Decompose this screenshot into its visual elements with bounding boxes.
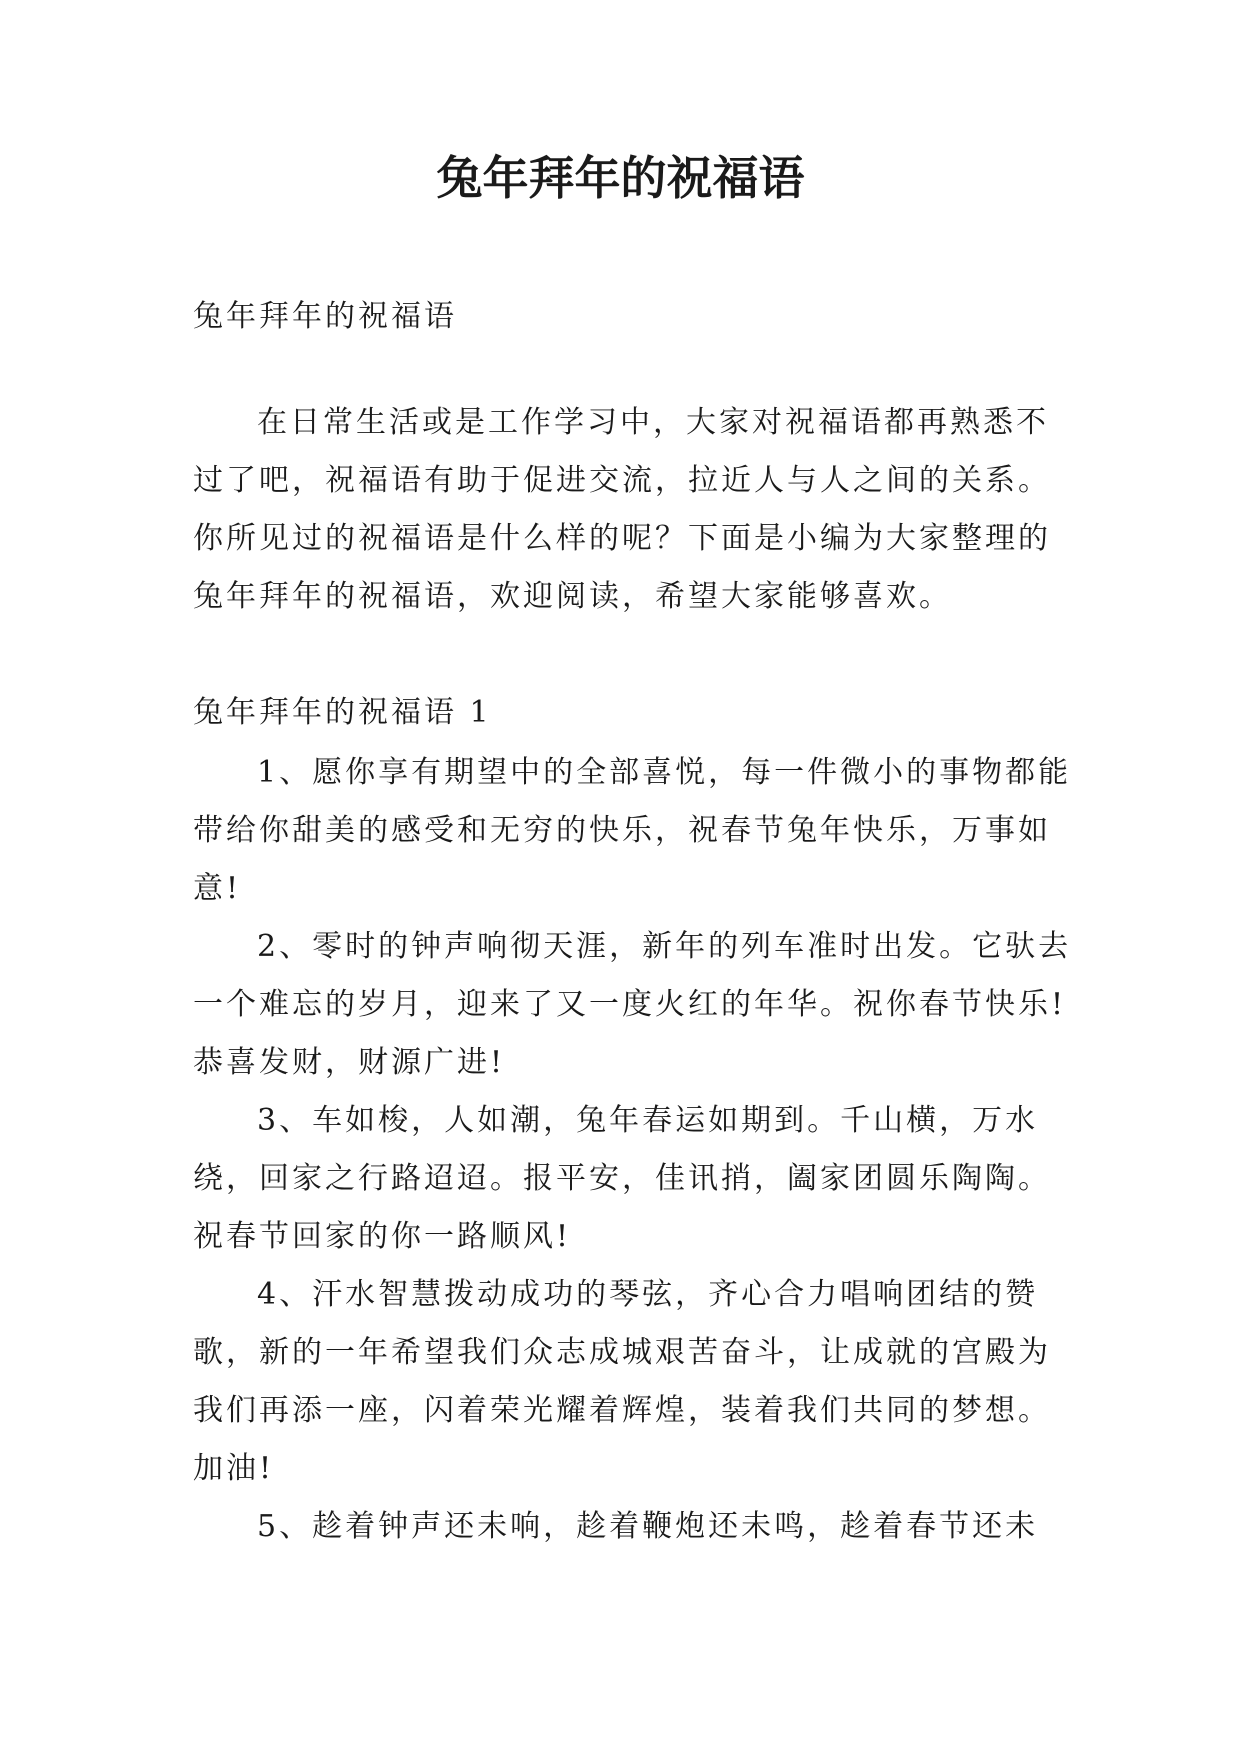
document-subtitle: 兔年拜年的祝福语 <box>193 299 457 334</box>
document-body <box>193 288 1073 1556</box>
document-title: 兔年拜年的祝福语 <box>436 151 805 205</box>
greeting-item: 4、汗水智慧拨动成功的琴弦，齐心合力唱响团结的赞歌，新的一年希望我们众志成城艰苦奋斗，让成就的宫殿为我们再添一座，闪着荣光耀着辉煌，装着我们共同的梦想。加油! <box>193 1277 1051 1486</box>
intro-paragraph: 在日常生活或是工作学习中，大家对祝福语都再熟悉不过了吧，祝福语有助于促进交流，拉近人与人之间的关系。你所见过的祝福语是什么样的呢？下面是小编为大家整理的兔年拜年的祝福语，欢迎阅读，希望大家能够喜欢。 <box>193 405 1051 614</box>
greeting-item: 3、车如梭，人如潮，兔年春运如期到。千山横，万水绕，回家之行路迢迢。报平安，佳讯捎，阖家团圆乐陶陶。祝春节回家的你一路顺风! <box>193 1103 1051 1254</box>
section-heading: 兔年拜年的祝福语 1 <box>193 695 492 730</box>
greeting-item: 1、愿你享有期望中的全部喜悦，每一件微小的事物都能带给你甜美的感受和无穷的快乐，祝春节兔年快乐，万事如意! <box>193 755 1072 906</box>
greeting-item: 2、零时的钟声响彻天涯，新年的列车准时出发。它驮去一个难忘的岁月，迎来了又一度火红的年华。祝你春节快乐!恭喜发财，财源广进! <box>193 929 1072 1080</box>
greeting-item: 5、趁着钟声还未响，趁着鞭炮还未鸣，趁着春节还未 <box>257 1509 1039 1544</box>
